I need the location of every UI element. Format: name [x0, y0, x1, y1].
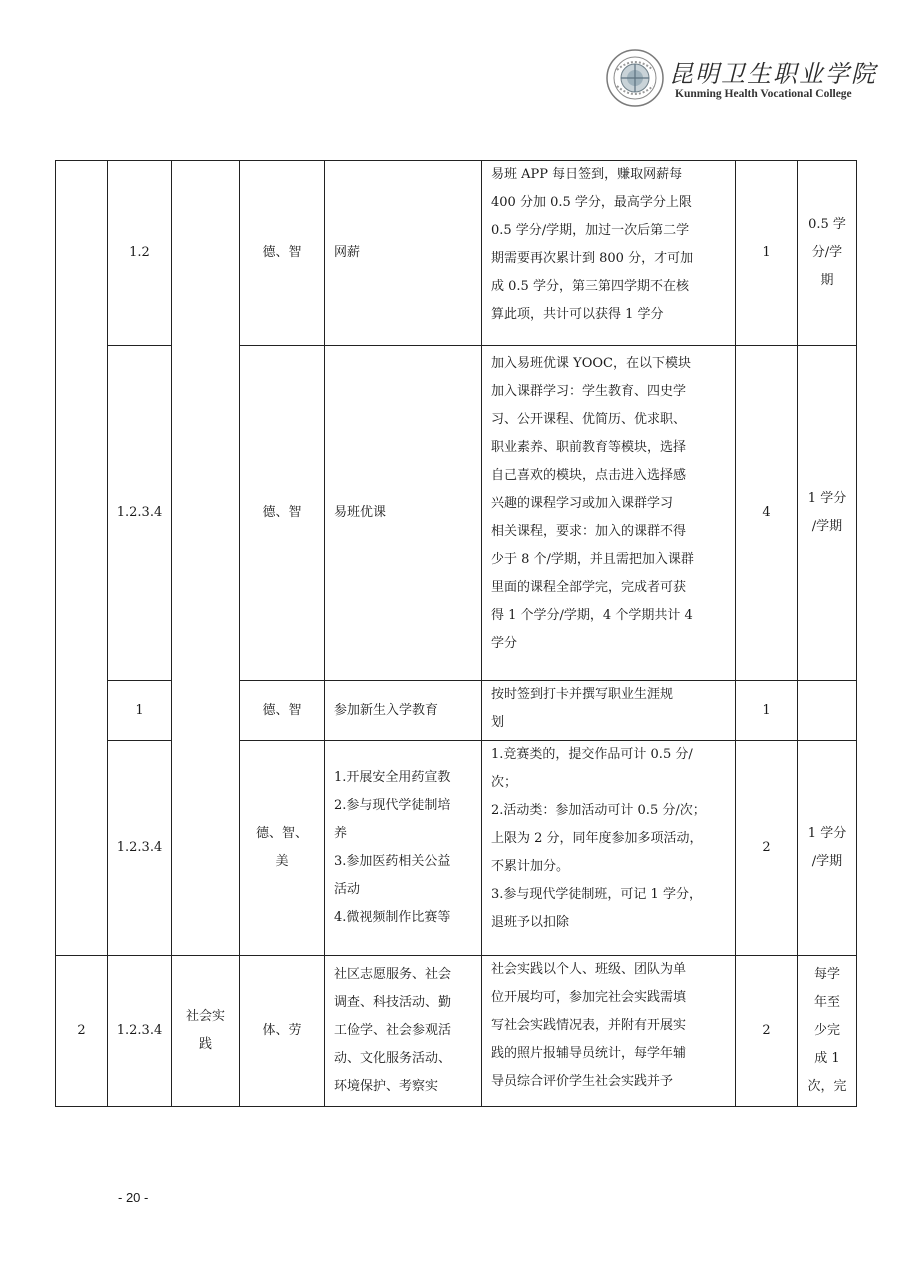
quality-cell: 德、智、 美: [240, 741, 325, 956]
credits-cell: 1: [736, 681, 798, 741]
criteria-cell: 1.竞赛类的，提交作品可计 0.5 分/ 次； 2.活动类：参加活动可计 0.5 分/次； 上限为 2 分，同年度参加多项活动， 不累计加分。 3.参与现代学徒制班，可记 1 学分， 退班予以扣除: [482, 741, 736, 956]
college-name-cn: 昆明卫生职业学院: [669, 60, 877, 88]
item-cell: 社区志愿服务、社会 调查、科技活动、勤 工俭学、社会参观活 动、文化服务活动、 环境保护、考察实: [325, 956, 482, 1107]
row-id-cell: [56, 161, 108, 956]
semester-cell: 1: [108, 681, 172, 741]
college-header: [605, 46, 875, 110]
item-cell: 易班优课: [325, 346, 482, 681]
limit-cell: 每学 年至 少完 成 1 次，完: [798, 956, 857, 1107]
credits-cell: 2: [736, 741, 798, 956]
limit-cell: [798, 681, 857, 741]
limit-cell: 1 学分 /学期: [798, 741, 857, 956]
table-row: [56, 956, 857, 1107]
credits-cell: 2: [736, 956, 798, 1107]
quality-cell: 德、智: [240, 681, 325, 741]
quality-cell: 德、智: [240, 161, 325, 346]
criteria-cell: 加入易班优课 YOOC，在以下模块 加入课群学习：学生教育、四史学 习、公开课程、优简历、优求职、 职业素养、职前教育等模块，选择 自己喜欢的模块，点击进入选择感 兴趣的课程学习或加入课群学习 相关课程，要求：加入的课群不得 少于 8 个/学期，并且需把加入课群 里面的课程全部学完，完成者可获 得 1 个学分/学期，4 个学期共计 4 学分: [482, 346, 736, 681]
credits-cell: 1: [736, 161, 798, 346]
item-cell: 网薪: [325, 161, 482, 346]
criteria-cell: 易班 APP 每日签到，赚取网薪每 400 分加 0.5 学分，最高学分上限 0.5 学分/学期，加过一次后第二学 期需要再次累计到 800 分，才可加 成 0.5 学分，第三第四学期不在核 算此项，共计可以获得 1 学分: [482, 161, 736, 346]
college-name-en: Kunming Health Vocational College: [675, 88, 852, 100]
college-seal-icon: [605, 48, 665, 108]
semester-cell: 1.2: [108, 161, 172, 346]
table-row: [56, 161, 857, 346]
limit-cell: 0.5 学 分/学 期: [798, 161, 857, 346]
category-cell: [172, 161, 240, 956]
item-cell: 1.开展安全用药宣教 2.参与现代学徒制培 养 3.参加医药相关公益 活动 4.微视频制作比赛等: [325, 741, 482, 956]
credit-table: [55, 160, 857, 1107]
category-cell: 社会实 践: [172, 956, 240, 1107]
criteria-cell: 社会实践以个人、班级、团队为单 位开展均可，参加完社会实践需填 写社会实践情况表，并附有开展实 践的照片报辅导员统计，每学年辅 导员综合评价学生社会实践并予: [482, 956, 736, 1107]
semester-cell: 1.2.3.4: [108, 741, 172, 956]
limit-cell: 1 学分 /学期: [798, 346, 857, 681]
item-cell: 参加新生入学教育: [325, 681, 482, 741]
quality-cell: 德、智: [240, 346, 325, 681]
semester-cell: 1.2.3.4: [108, 346, 172, 681]
quality-cell: 体、劳: [240, 956, 325, 1107]
page-number: - 20 -: [118, 1190, 149, 1205]
row-id-cell: 2: [56, 956, 108, 1107]
criteria-cell: 按时签到打卡并撰写职业生涯规 划: [482, 681, 736, 741]
credits-cell: 4: [736, 346, 798, 681]
semester-cell: 1.2.3.4: [108, 956, 172, 1107]
